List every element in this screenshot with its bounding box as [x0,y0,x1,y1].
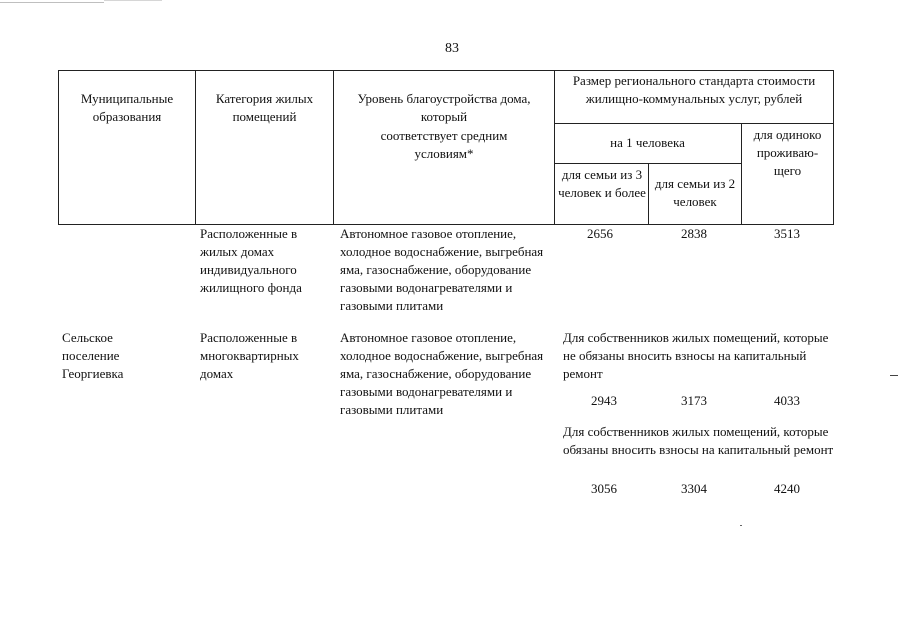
row2-category: Расположенные в многоквартирных домах [200,330,299,381]
row1-category: Расположенные в жилых домах индивидуального жилищного фонда [200,226,302,295]
row2-municipality: Сельское поселение Георгиевка [62,330,124,381]
border-col3 [333,70,334,225]
page-number: 83 [445,41,459,56]
border-left [58,70,59,225]
row2-subgroup2-value-family2: 3304 [681,481,707,496]
scan-speck [740,525,742,526]
scan-artifact [0,2,104,3]
row1-value-family2: 2838 [681,226,707,241]
border-col2 [195,70,196,225]
header-level-line1: Уровень благоустройства дома, который [357,91,531,124]
row2-subgroup2-value-single: 4240 [774,481,800,496]
row2-subgroup1-value-family3: 2943 [591,393,617,408]
border-right [833,70,834,225]
border-col6 [741,123,742,225]
row2-subgroup1-note: Для собственников жилых помещений, которые не обязаны вносить взносы на капитальный ремонт [563,330,829,381]
header-family-3: для семьи из 3 человек и более [558,167,646,200]
scan-speck [890,375,898,376]
row1-value-single: 3513 [774,226,800,241]
row2-level: Автономное газовое отопление, холодное водоснабжение, выгребная яма, газоснабжение, оборудование газовыми водонагревателями и газовыми плитами [340,330,544,417]
header-level-line2: соответствует средним условиям* [380,128,508,161]
border-col4 [554,70,555,225]
header-municipality: Муниципальные образования [80,91,174,124]
row2-subgroup1-value-family2: 3173 [681,393,707,408]
row2-subgroup2-note: Для собственников жилых помещений, которые обязаны вносить взносы на капитальный ремонт [563,424,834,457]
row2-subgroup1-value-single: 4033 [774,393,800,408]
header-per-person: на 1 человека [610,135,685,150]
row1-level: Автономное газовое отопление, холодное водоснабжение, выгребная яма, газоснабжение, оборудование газовыми водонагревателями и газовыми плитами [340,226,544,313]
table-top-border [58,70,834,71]
scan-artifact [104,0,162,1]
header-standard: Размер регионального стандарта стоимости жилищно-коммунальных услуг, рублей [572,73,816,106]
header-category: Категория жилых помещений [215,91,314,124]
standard-divider [554,123,834,124]
header-single: для одиноко проживаю-щего [753,127,822,178]
border-col5 [648,163,649,225]
row2-subgroup2-value-family3: 3056 [591,481,617,496]
header-family-2: для семьи из 2 человек [654,176,736,209]
row1-value-family3: 2656 [587,226,613,241]
